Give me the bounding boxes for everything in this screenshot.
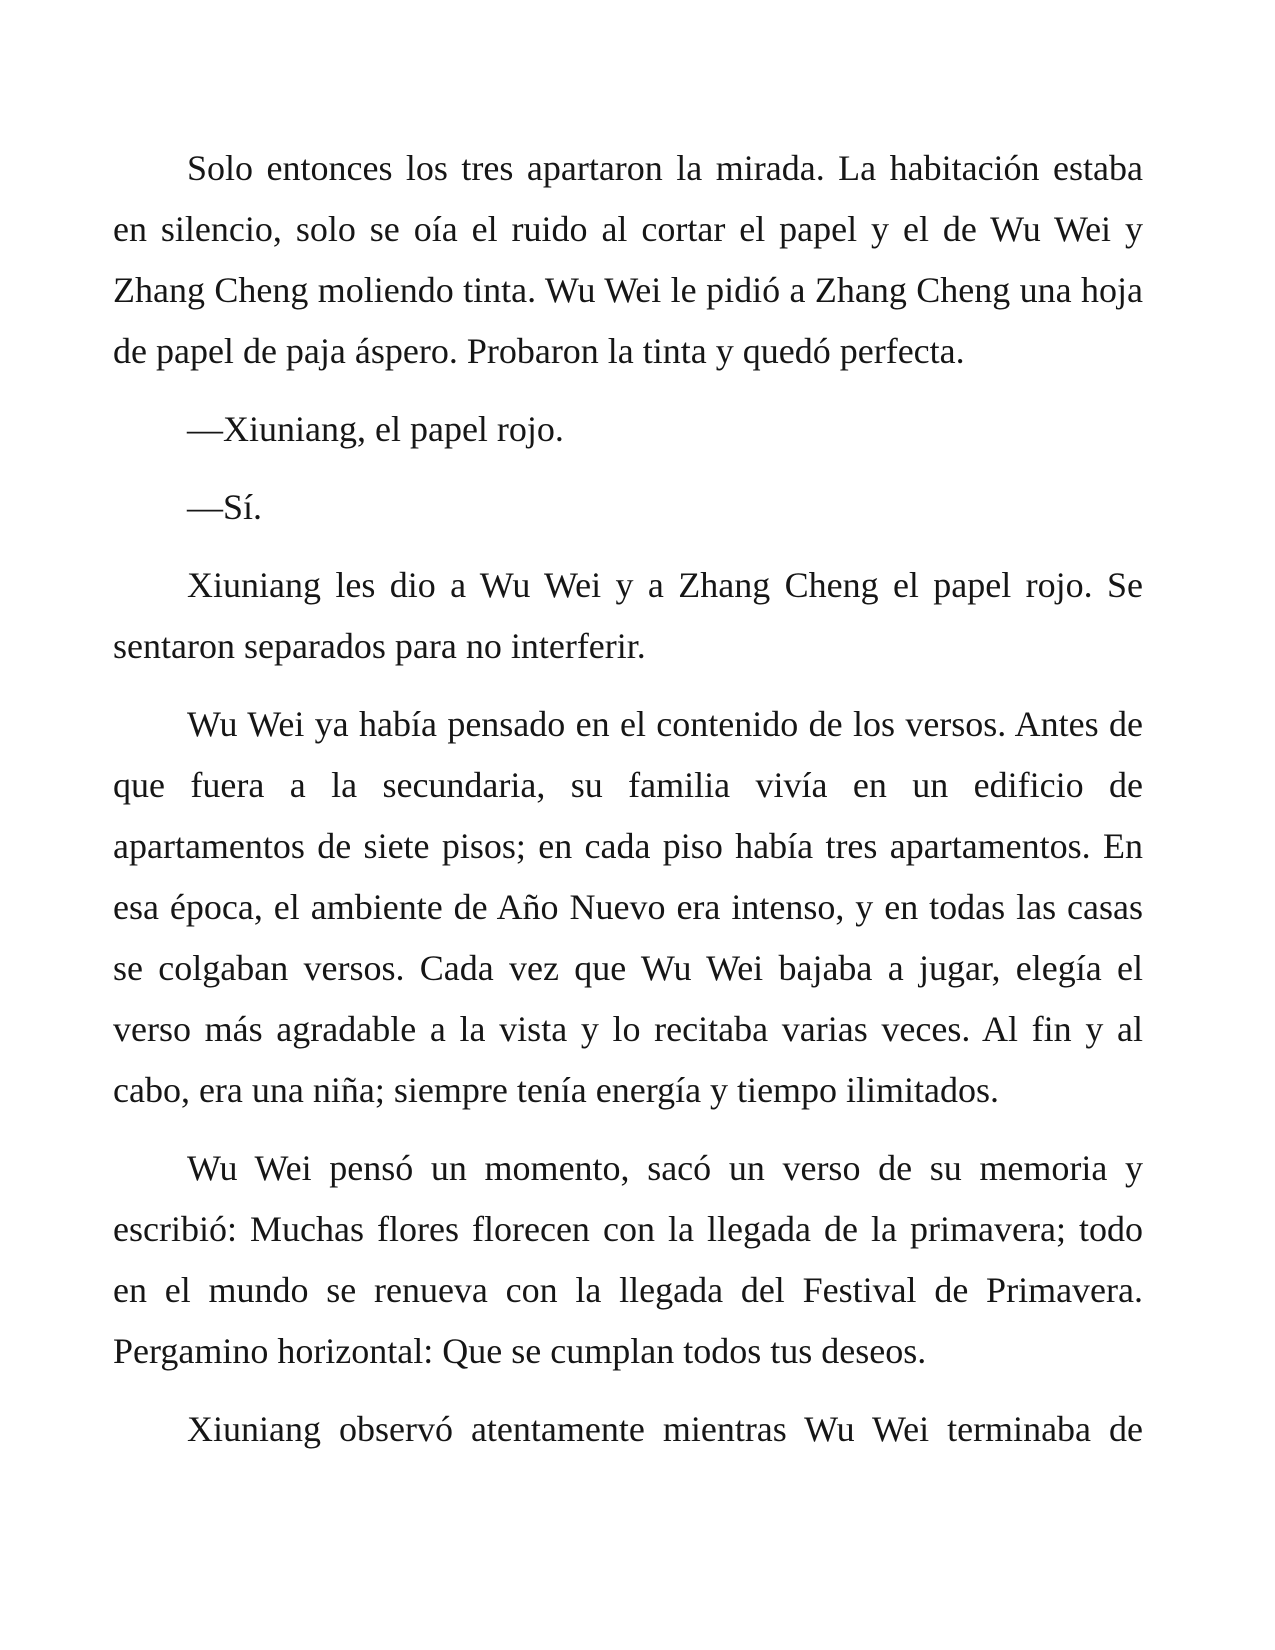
document-page	[113, 138, 1143, 1460]
paragraph-7: Xiuniang observó atentamente mientras Wu Wei terminaba de	[187, 1409, 1143, 1449]
paragraph-5: Wu Wei ya había pensado en el contenido de los versos. Antes de que fuera a la secundaria, su familia vivía en un edificio de apartamentos de siete pisos; en cada piso había tres apartamentos. En esa época, el ambiente de Año Nuevo era intenso, y en todas las casas se colgaban versos. Cada vez que Wu Wei bajaba a jugar, elegía el verso más agradable a la vista y lo recitaba varias veces. Al fin y al cabo, era una niña; siempre tenía energía y tiempo ilimitados.	[113, 704, 1143, 1110]
paragraph-3-dialogue: —Sí.	[187, 487, 263, 527]
paragraph-1: Solo entonces los tres apartaron la mirada. La habitación estaba en silencio, solo se oía el ruido al cortar el papel y el de Wu Wei y Zhang Cheng moliendo tinta. Wu Wei le pidió a Zhang Cheng una hoja de papel de paja áspero. Probaron la tinta y quedó perfecta.	[113, 148, 1143, 371]
paragraph-2-dialogue: —Xiuniang, el papel rojo.	[187, 409, 564, 449]
paragraph-6: Wu Wei pensó un momento, sacó un verso de su memoria y escribió: Muchas flores florecen con la llegada de la primavera; todo en el mundo se renueva con la llegada del Festival de Primavera. Pergamino horizontal: Que se cumplan todos tus deseos.	[113, 1148, 1143, 1371]
paragraph-4: Xiuniang les dio a Wu Wei y a Zhang Cheng el papel rojo. Se sentaron separados para no interferir.	[113, 565, 1143, 666]
